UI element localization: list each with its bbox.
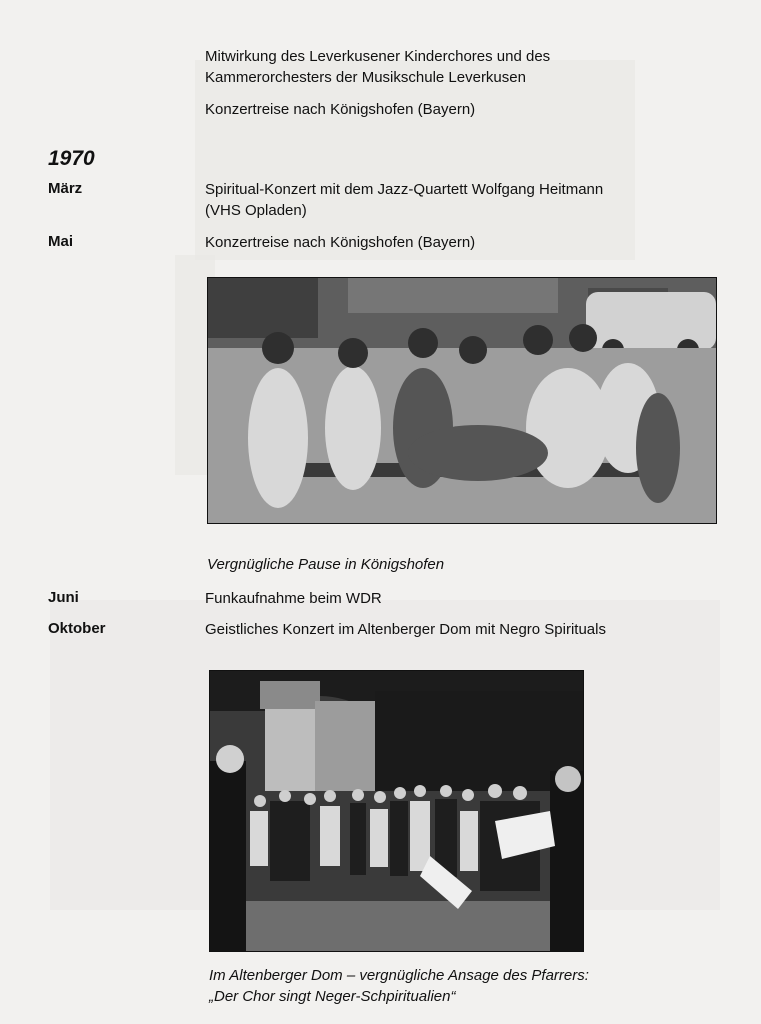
photo-bench-group-image [208, 278, 716, 523]
month-juni: Juni [48, 589, 79, 606]
entry-maerz-line-1: Spiritual-Konzert mit dem Jazz-Quartett Wolfgang Heitmann [205, 181, 604, 198]
intro-line-1: Mitwirkung des Leverkusener Kinderchores und des [205, 48, 551, 65]
photo-choir-caption-line-1: Im Altenberger Dom – vergnügliche Ansage des Pfarrers: [209, 967, 589, 984]
intro-line-3: Konzertreise nach Königshofen (Bayern) [205, 101, 476, 118]
entry-mai: Konzertreise nach Königshofen (Bayern) [205, 234, 476, 251]
month-maerz: März [48, 180, 83, 197]
photo-choir-cathedral-image [210, 671, 583, 951]
photo-bench-caption: Vergnügliche Pause in Königshofen [207, 556, 445, 573]
entry-oktober: Geistliches Konzert im Altenberger Dom mit Negro Spirituals [205, 621, 606, 638]
month-oktober: Oktober [48, 620, 106, 637]
photo-choir-cathedral [209, 670, 584, 952]
photo-bench-group [207, 277, 717, 524]
entry-maerz-line-2: (VHS Opladen) [205, 202, 307, 219]
photo-choir-caption-line-2: „Der Chor singt Neger-Schpiritualien“ [209, 988, 456, 1005]
intro-line-2: Kammerorchesters der Musikschule Leverkusen [205, 69, 526, 86]
year-heading: 1970 [48, 147, 95, 170]
month-mai: Mai [48, 233, 74, 250]
entry-juni: Funkaufnahme beim WDR [205, 590, 382, 607]
bleed-through-block-top [195, 60, 635, 260]
